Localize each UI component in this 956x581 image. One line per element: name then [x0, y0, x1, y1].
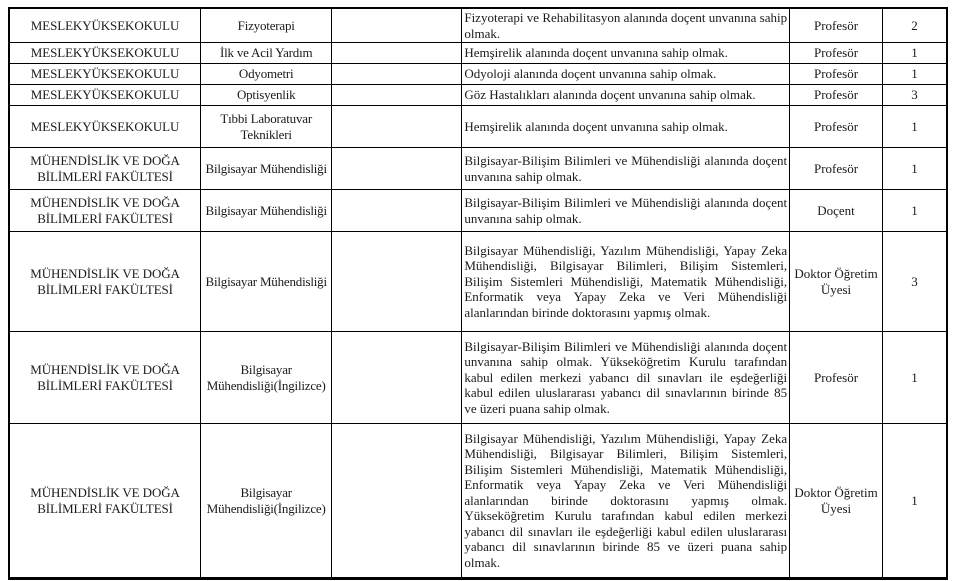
- table-row: [9, 8, 947, 43]
- table-row: [9, 85, 947, 106]
- department-cell: Bilgisayar Mühendisliği: [201, 148, 332, 190]
- department-cell: Bilgisayar Mühendisliği: [201, 190, 332, 232]
- count-cell: 1: [882, 106, 947, 148]
- title-cell: Profesör: [790, 85, 883, 106]
- vacancy-table: [8, 7, 948, 580]
- title-cell: Profesör: [790, 148, 883, 190]
- requirement-cell: Hemşirelik alanında doçent unvanına sahip olmak.: [462, 106, 790, 148]
- title-cell: Profesör: [790, 106, 883, 148]
- requirement-cell: Hemşirelik alanında doçent unvanına sahip olmak.: [462, 43, 790, 64]
- department-cell: Optisyenlik: [201, 85, 332, 106]
- empty-cell: [332, 85, 462, 106]
- empty-cell: [332, 232, 462, 332]
- faculty-cell: MESLEKYÜKSEKOKULU: [9, 85, 201, 106]
- table-row: [9, 332, 947, 424]
- faculty-cell: MESLEKYÜKSEKOKULU: [9, 8, 201, 43]
- empty-cell: [332, 332, 462, 424]
- empty-cell: [332, 190, 462, 232]
- table-row: [9, 424, 947, 579]
- count-cell: 1: [882, 64, 947, 85]
- requirement-cell: Fizyoterapi ve Rehabilitasyon alanında doçent unvanına sahip olmak.: [462, 8, 790, 43]
- department-cell: Bilgisayar Mühendisliği: [201, 232, 332, 332]
- table-row: [9, 232, 947, 332]
- department-cell: Odyometri: [201, 64, 332, 85]
- table-row: [9, 190, 947, 232]
- requirement-cell: Bilgisayar Mühendisliği, Yazılım Mühendisliği, Yapay Zeka Mühendisliği, Bilgisayar Bilimleri, Bilişim Sistemleri, Bilişim Sistemleri Mühendisliği, Matematik Mühendisliği, Enformatik veya Yapay Zeka ve Veri Mühendisliği alanlarından birinde doktorasını yapmış olmak.: [462, 232, 790, 332]
- count-cell: 3: [882, 232, 947, 332]
- faculty-cell: MÜHENDİSLİK VE DOĞA BİLİMLERİ FAKÜLTESİ: [9, 424, 201, 579]
- count-cell: 1: [882, 43, 947, 64]
- requirement-cell: Bilgisayar-Bilişim Bilimleri ve Mühendisliği alanında doçent unvanına sahip olmak. Yükseköğretim Kurulu tarafından kabul edilen merkezi yabancı dil sınavları ile eşdeğerliği kabul edilen uluslararası yabancı dil sınavlarının birinde 85 ve üzeri puana sahip olmak.: [462, 332, 790, 424]
- table-row: [9, 148, 947, 190]
- title-cell: Profesör: [790, 8, 883, 43]
- faculty-cell: MESLEKYÜKSEKOKULU: [9, 64, 201, 85]
- empty-cell: [332, 424, 462, 579]
- count-cell: 3: [882, 85, 947, 106]
- faculty-cell: MÜHENDİSLİK VE DOĞA BİLİMLERİ FAKÜLTESİ: [9, 190, 201, 232]
- title-cell: Profesör: [790, 64, 883, 85]
- empty-cell: [332, 106, 462, 148]
- table-row: [9, 43, 947, 64]
- requirement-cell: Bilgisayar Mühendisliği, Yazılım Mühendisliği, Yapay Zeka Mühendisliği, Bilgisayar Bilimleri, Bilişim Sistemleri, Bilişim Sistemleri Mühendisliği, Matematik Mühendisliği, Enformatik veya Yapay Zeka ve Veri Mühendisliği alanlarından birinde doktorasını yapmış olmak. Yükseköğretim Kurulu tarafından kabul edilen merkezi yabancı dil sınavları ile eşdeğerliği kabul edilen uluslararası yabancı dil sınavlarının birinde 85 ve üzeri puana sahip olmak.: [462, 424, 790, 579]
- requirement-cell: Bilgisayar-Bilişim Bilimleri ve Mühendisliği alanında doçent unvanına sahip olmak.: [462, 190, 790, 232]
- faculty-cell: MESLEKYÜKSEKOKULU: [9, 106, 201, 148]
- requirement-cell: Odyoloji alanında doçent unvanına sahip olmak.: [462, 64, 790, 85]
- faculty-cell: MÜHENDİSLİK VE DOĞA BİLİMLERİ FAKÜLTESİ: [9, 232, 201, 332]
- title-cell: Doçent: [790, 190, 883, 232]
- faculty-cell: MÜHENDİSLİK VE DOĞA BİLİMLERİ FAKÜLTESİ: [9, 148, 201, 190]
- requirement-cell: Göz Hastalıkları alanında doçent unvanına sahip olmak.: [462, 85, 790, 106]
- empty-cell: [332, 148, 462, 190]
- count-cell: 2: [882, 8, 947, 43]
- title-cell: Doktor Öğretim Üyesi: [790, 424, 883, 579]
- faculty-cell: MÜHENDİSLİK VE DOĞA BİLİMLERİ FAKÜLTESİ: [9, 332, 201, 424]
- table-row: [9, 106, 947, 148]
- department-cell: Bilgisayar Mühendisliği(İngilizce): [201, 424, 332, 579]
- title-cell: Profesör: [790, 43, 883, 64]
- empty-cell: [332, 43, 462, 64]
- department-cell: Bilgisayar Mühendisliği(İngilizce): [201, 332, 332, 424]
- title-cell: Doktor Öğretim Üyesi: [790, 232, 883, 332]
- title-cell: Profesör: [790, 332, 883, 424]
- department-cell: İlk ve Acil Yardım: [201, 43, 332, 64]
- count-cell: 1: [882, 190, 947, 232]
- count-cell: 1: [882, 148, 947, 190]
- empty-cell: [332, 64, 462, 85]
- faculty-cell: MESLEKYÜKSEKOKULU: [9, 43, 201, 64]
- department-cell: Fizyoterapi: [201, 8, 332, 43]
- table-row: [9, 64, 947, 85]
- empty-cell: [332, 8, 462, 43]
- department-cell: Tıbbi Laboratuvar Teknikleri: [201, 106, 332, 148]
- requirement-cell: Bilgisayar-Bilişim Bilimleri ve Mühendisliği alanında doçent unvanına sahip olmak.: [462, 148, 790, 190]
- count-cell: 1: [882, 424, 947, 579]
- count-cell: 1: [882, 332, 947, 424]
